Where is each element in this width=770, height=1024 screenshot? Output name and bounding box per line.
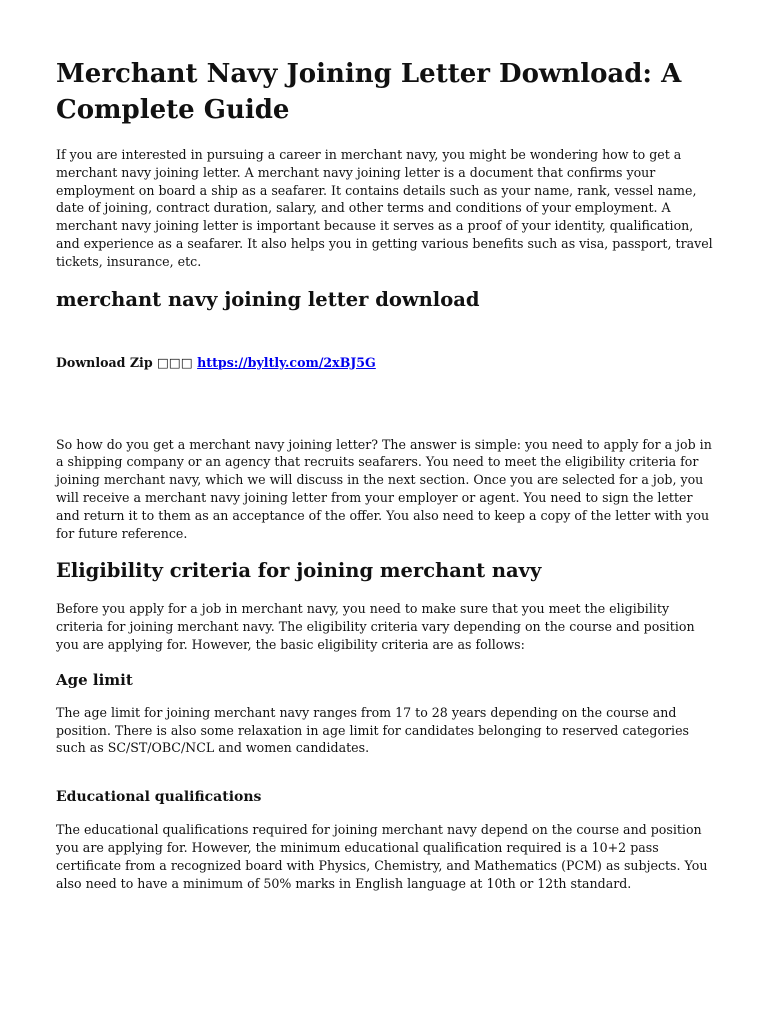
intro-paragraph: If you are interested in pursuing a career in merchant navy, you might be wondering how to get a merchant navy joining letter. A merchant navy joining letter is a document that confirms your employment on board a ship as a seafarer. It contains details such as your name, rank, vessel name, date of joining, contract duration, salary, and other terms and conditions of your employment. A merchant navy joining letter is important because it serves as a proof of your identity, qualification, and experience as a seafarer. It also helps you in getting various benefits such as visa, passport, travel tickets, insurance, etc. bbox=[56, 147, 713, 269]
age-limit-heading: Age limit bbox=[56, 670, 133, 689]
section-heading-download: merchant navy joining letter download bbox=[56, 287, 480, 311]
download-link[interactable]: https://byltly.com/2xBJ5G bbox=[197, 354, 376, 370]
education-heading: Educational qualifications bbox=[56, 789, 262, 806]
age-limit-text: The age limit for joining merchant navy ranges from 17 to 28 years depending on the course and position. There is also some relaxation in age limit for candidates belonging to reserved categories such as SC/ST/OBC/NCL and women candidates. bbox=[56, 704, 689, 756]
education-text: The educational qualifications required for joining merchant navy depend on the course and position you are applying for. However, the minimum educational qualification required is a 10+2 pass certificate from a recognized board with Physics, Chemistry, and Mathematics (PCM) as subjects. You also need to have a minimum of 50% marks in English language at 10th or 12th standard. bbox=[56, 822, 708, 891]
missing-glyph-icons: □□□ bbox=[157, 354, 193, 370]
download-label: Download Zip bbox=[56, 354, 153, 370]
download-line bbox=[56, 355, 714, 370]
page-title: Merchant Navy Joining Letter Download: A Complete Guide bbox=[56, 59, 682, 125]
eligibility-heading: Eligibility criteria for joining merchant navy bbox=[56, 559, 542, 583]
how-to-paragraph: So how do you get a merchant navy joining letter? The answer is simple: you need to apply for a job in a shipping company or an agency that recruits seafarers. You need to meet the eligibility criteria for joining merchant navy, which we will discuss in the next section. Once you are selected for a job, you will receive a merchant navy joining letter from your employer or agent. You need to sign the letter and return it to them as an acceptance of the offer. You also need to keep a copy of the letter with you for future reference. bbox=[56, 436, 712, 541]
eligibility-intro: Before you apply for a job in merchant navy, you need to make sure that you meet the eligibility criteria for joining merchant navy. The eligibility criteria vary depending on the course and position you are applying for. However, the basic eligibility criteria are as follows: bbox=[56, 601, 695, 652]
